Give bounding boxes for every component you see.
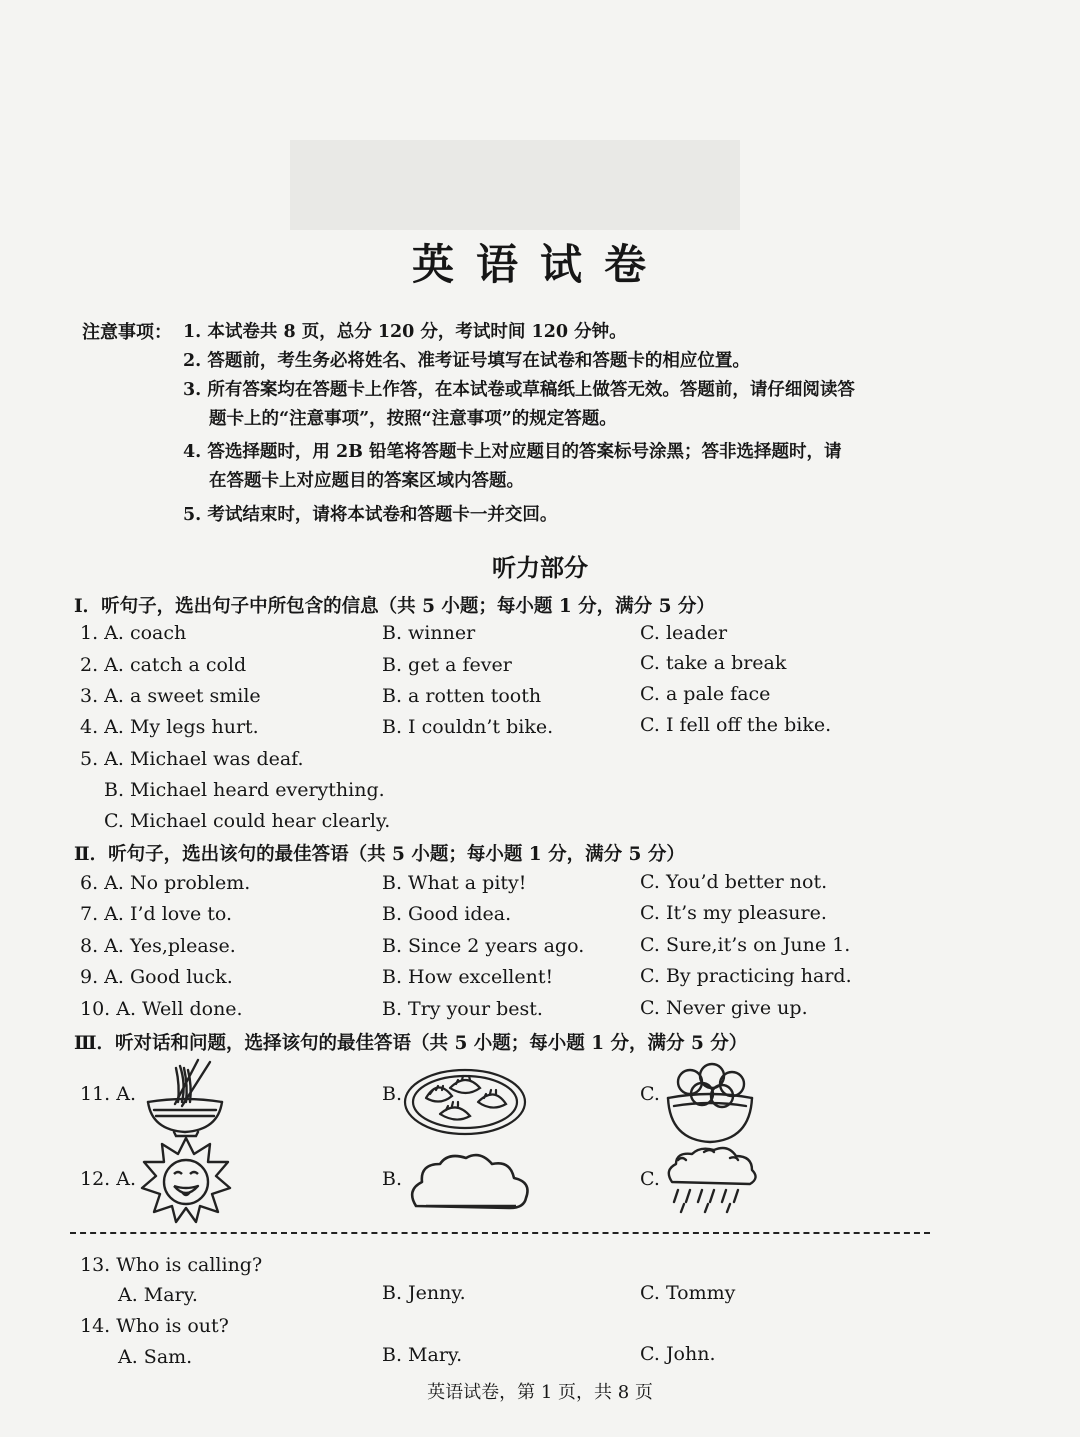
q6-option-a: 6. A. No problem. (80, 872, 251, 894)
notice-item-2: 2. 答题前，考生务必将姓名、准考证号填写在试卷和答题卡的相应位置。 (183, 351, 750, 371)
q14-option-b: B. Mary. (382, 1344, 463, 1366)
q13-option-b: B. Jenny. (382, 1282, 466, 1304)
notice-item-4-cont: 在答题卡上对应题目的答案区域内答题。 (209, 471, 524, 491)
q12-option-c: C. (640, 1168, 660, 1190)
notice-item-3-cont: 题卡上的“注意事项”，按照“注意事项”的规定答题。 (209, 409, 617, 429)
page-footer: 英语试卷，第 1 页，共 8 页 (427, 1382, 653, 1403)
notice-item-5: 5. 考试结束时，请将本试卷和答题卡一并交回。 (183, 505, 558, 525)
q9-option-b: B. How excellent! (382, 966, 554, 988)
q13-stem: 13. Who is calling? (80, 1254, 263, 1276)
noodle-bowl-icon (140, 1056, 230, 1138)
part2-heading: Ⅱ．听句子，选出该句的最佳答语（共 5 小题；每小题 1 分，满分 5 分） (74, 844, 685, 865)
q1-option-c: C. leader (640, 622, 728, 644)
q13-option-c: C. Tommy (640, 1282, 736, 1304)
cloud-icon (406, 1150, 534, 1214)
q8-option-b: B. Since 2 years ago. (382, 935, 585, 957)
notice-label: 注意事项： (82, 322, 172, 343)
q3-option-c: C. a pale face (640, 683, 771, 705)
q11-option-c: C. (640, 1083, 660, 1105)
q3-option-a: 3. A. a sweet smile (80, 685, 261, 707)
q1-option-a: 1. A. coach (80, 622, 187, 644)
q6-option-c: C. You’d better not. (640, 871, 828, 893)
q5-option-c: C. Michael could hear clearly. (104, 810, 391, 832)
notice-item-1: 1. 本试卷共 8 页，总分 120 分，考试时间 120 分钟。 (183, 322, 627, 342)
q5-option-b: B. Michael heard everything. (104, 779, 385, 801)
dumplings-plate-icon (400, 1058, 530, 1138)
q7-option-a: 7. A. I’d love to. (80, 903, 233, 925)
section-title: 听力部分 (492, 553, 588, 582)
q10-option-a: 10. A. Well done. (80, 998, 243, 1020)
q2-option-b: B. get a fever (382, 654, 512, 676)
q10-option-b: B. Try your best. (382, 998, 543, 1020)
q14-option-c: C. John. (640, 1343, 716, 1365)
rice-balls-bowl-icon (662, 1062, 758, 1150)
q13-option-a: A. Mary. (118, 1284, 198, 1306)
page-title: 英语试卷 (411, 240, 668, 289)
part3-heading: Ⅲ．听对话和问题，选择该句的最佳答语（共 5 小题；每小题 1 分，满分 5 分） (74, 1033, 748, 1054)
q6-option-b: B. What a pity! (382, 872, 527, 894)
q3-option-b: B. a rotten tooth (382, 685, 542, 707)
q7-option-c: C. It’s my pleasure. (640, 902, 827, 924)
sun-icon (138, 1136, 234, 1224)
q9-option-c: C. By practicing hard. (640, 965, 852, 987)
q5-option-a: 5. A. Michael was deaf. (80, 748, 304, 770)
q8-option-c: C. Sure,it’s on June 1. (640, 934, 851, 956)
notice-item-4: 4. 答选择题时，用 2B 铅笔将答题卡上对应题目的答案标号涂黑；答非选择题时，请 (183, 442, 842, 462)
notice-item-3: 3. 所有答案均在答题卡上作答，在本试卷或草稿纸上做答无效。答题前，请仔细阅读答 (183, 380, 855, 400)
q11-option-a: 11. A. (80, 1083, 137, 1105)
q4-option-a: 4. A. My legs hurt. (80, 716, 259, 738)
q2-option-a: 2. A. catch a cold (80, 654, 247, 676)
part1-heading: Ⅰ．听句子，选出句子中所包含的信息（共 5 小题；每小题 1 分，满分 5 分） (74, 596, 715, 617)
q10-option-c: C. Never give up. (640, 997, 808, 1019)
q4-option-b: B. I couldn’t bike. (382, 716, 554, 738)
q14-option-a: A. Sam. (118, 1346, 193, 1368)
q12-option-a: 12. A. (80, 1168, 137, 1190)
bleed-through-shadow (290, 140, 740, 230)
q1-option-b: B. winner (382, 622, 476, 644)
rain-cloud-icon (664, 1146, 760, 1216)
q2-option-c: C. take a break (640, 652, 787, 674)
q12-option-b: B. (382, 1168, 403, 1190)
q8-option-a: 8. A. Yes,please. (80, 935, 236, 957)
q9-option-a: 9. A. Good luck. (80, 966, 233, 988)
q7-option-b: B. Good idea. (382, 903, 512, 925)
q4-option-c: C. I fell off the bike. (640, 714, 832, 736)
section-divider (70, 1232, 930, 1234)
q11-option-b: B. (382, 1083, 403, 1105)
q14-stem: 14. Who is out? (80, 1315, 229, 1337)
